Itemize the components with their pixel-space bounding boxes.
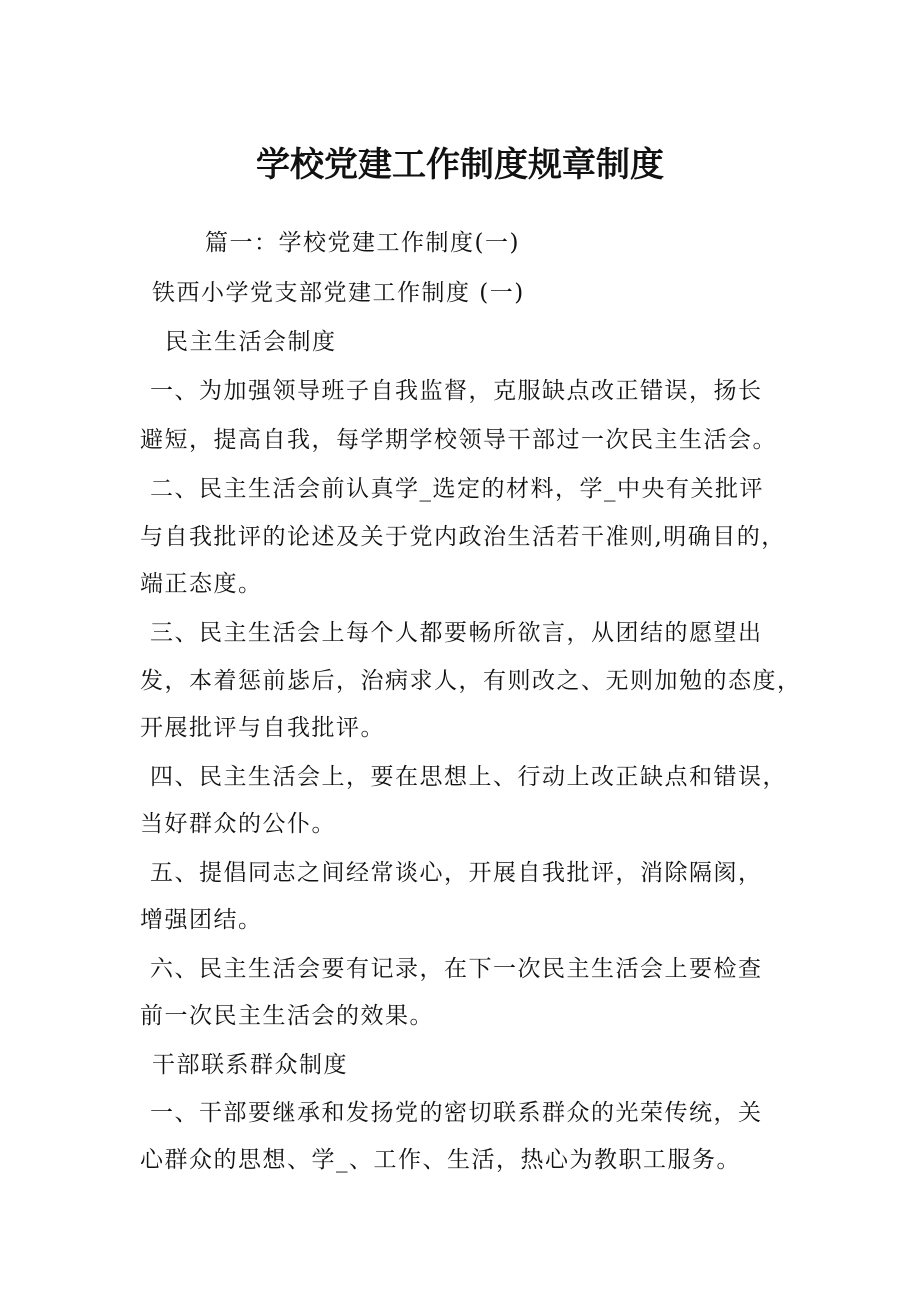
paragraph-line: 与自我批评的论述及关于党内政治生活若干准则,明确目的， (140, 524, 786, 550)
paragraph-line: 五、提倡同志之间经常谈心，开展自我批评，消除隔阂， (150, 860, 763, 886)
paragraph-line: 心群众的思想、学_、工作、生活，热心为教职工服务。 (140, 1147, 741, 1173)
paragraph-line: 当好群众的公仆。 (140, 811, 336, 837)
paragraph-line: 四、民主生活会上，要在思想上、行动上改正缺点和错误， (150, 764, 787, 790)
rule-heading: 干部联系群众制度 (152, 1052, 348, 1078)
paragraph-line: 三、民主生活会上每个人都要畅所欲言，从团结的愿望出 (150, 620, 763, 646)
paragraph-line: 端正态度。 (140, 571, 263, 597)
rule-heading: 民主生活会制度 (165, 329, 337, 355)
paragraph-line: 增强团结。 (140, 907, 263, 933)
section-heading: 篇一：学校党建工作制度(一) (205, 230, 520, 256)
subsection-heading: 铁西小学党支部党建工作制度 (一) (152, 280, 525, 306)
paragraph-line: 六、民主生活会要有记录，在下一次民主生活会上要检查 (150, 956, 763, 982)
paragraph-line: 一、为加强领导班子自我监督，克服缺点改正错误，扬长 (150, 378, 763, 404)
paragraph-line: 发，本着惩前毖后，治病求人，有则改之、无则加勉的态度， (140, 668, 802, 694)
document-title: 学校党建工作制度规章制度 (256, 145, 664, 185)
paragraph-line: 二、民主生活会前认真学_选定的材料，学_中央有关批评 (150, 476, 764, 502)
paragraph-line: 开展批评与自我批评。 (140, 715, 385, 741)
paragraph-line: 避短，提高自我，每学期学校领导干部过一次民主生活会。 (140, 427, 777, 453)
paragraph-line: 一、干部要继承和发扬党的密切联系群众的光荣传统，关 (150, 1100, 763, 1126)
paragraph-line: 前一次民主生活会的效果。 (140, 1003, 434, 1029)
